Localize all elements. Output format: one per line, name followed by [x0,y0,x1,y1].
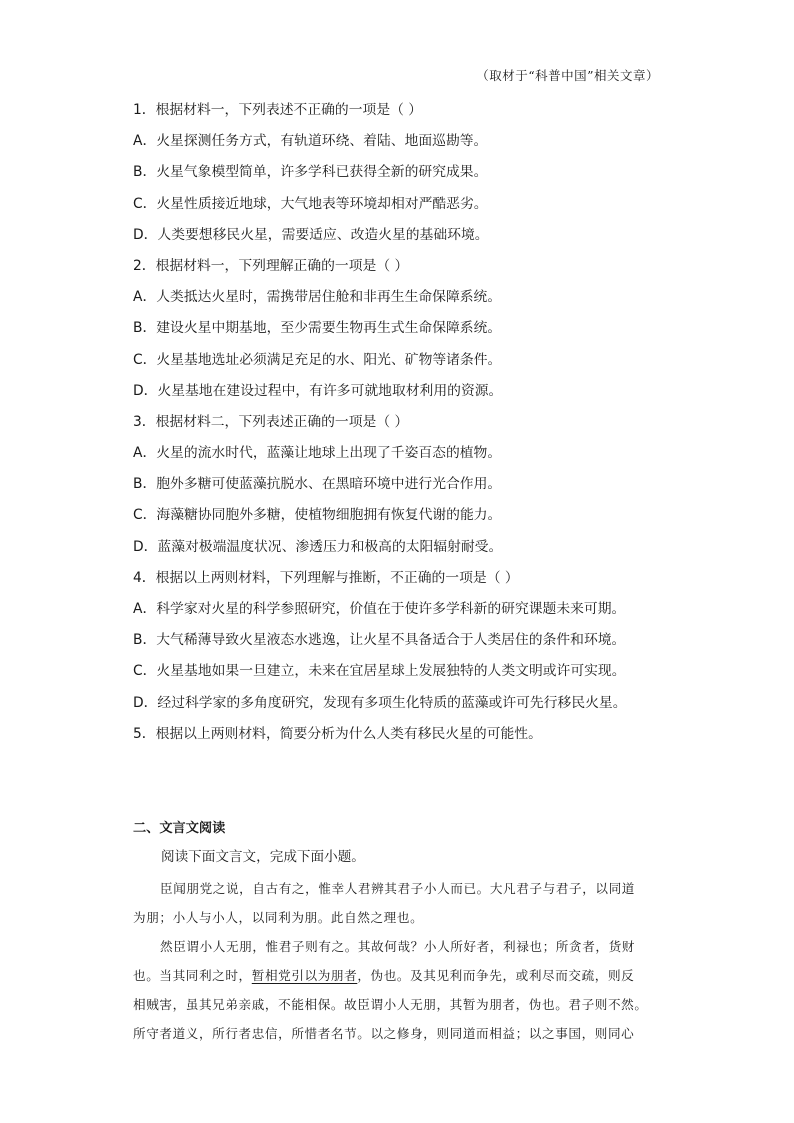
question-1-option-c: C．火星性质接近地球，大气地表等环境却相对严酷恶劣。 [133,195,488,212]
question-4-option-b: B．大气稀薄导致火星液态水逃逸，让火星不具备适合于人类居住的条件和环境。 [133,632,626,649]
question-1-option-b: B．火星气象模型简单，许多学科已获得全新的研究成果。 [133,164,488,181]
passage-line: 为朋；小人与小人，以同利为朋。此自然之理也。 [133,910,424,925]
question-3-option-b: B．胞外多糖可使蓝藻抗脱水、在黑暗环境中进行光合作用。 [133,476,502,493]
question-2-option-c: C．火星基地选址必须满足充足的水、阳光、矿物等诸条件。 [133,351,502,368]
passage-text: 也。当其同利之时， [133,968,252,983]
underlined-sentence: 暂相党引以为朋者 [251,968,358,983]
question-3-stem: 3．根据材料二，下列表述正确的一项是（ ） [133,413,409,430]
question-2-option-d: D．火星基地在建设过程中，有许多可就地取材利用的资源。 [133,382,503,399]
question-1-option-a: A．火星探测任务方式，有轨道环绕、着陆、地面巡勘等。 [133,133,488,150]
question-4-option-a: A．科学家对火星的科学参照研究，价值在于使许多学科新的研究课题未来可期。 [133,601,626,617]
question-list [133,95,673,750]
question-5-stem: 5．根据以上两则材料，简要分析为什么人类有移民火星的可能性。 [133,725,542,742]
passage-line: 然臣谓小人无朋，惟君子则有之。其故何哉？小人所好者，利禄也；所贪者，货财 [160,939,635,954]
question-4-option-d: D．经过科学家的多角度研究，发现有多项生化特质的蓝藻或许可先行移民火星。 [133,694,627,711]
passage-line: 臣闻朋党之说，自古有之，惟幸人君辨其君子小人而已。大凡君子与君子，以同道 [160,881,635,896]
question-3-option-d: D．蓝藻对极端温度状况、渗透压力和极高的太阳辐射耐受。 [133,538,503,555]
question-4-stem: 4．根据以上两则材料，下列理解与推断，不正确的一项是（ ） [133,569,519,586]
classical-passage [133,874,663,1048]
passage-text: ，伪也。及其见利而争先，或利尽而交疏，则反 [357,968,635,983]
question-3-option-c: C．海藻糖协同胞外多糖，使植物细胞拥有恢复代谢的能力。 [133,507,502,524]
question-2-option-a: A．人类抵达火星时，需携带居住舱和非再生生命保障系统。 [133,289,502,306]
passage-line [133,961,663,990]
passage-line: 相贼害，虽其兄弟亲戚，不能相保。故臣谓小人无朋，其暂为朋者，伪也。君子则不然。 [133,997,648,1012]
passage-line: 所守者道义，所行者忠信，所惜者名节。以之修身，则同道而相益；以之事国，则同心 [133,1026,635,1041]
question-1-stem: 1．根据材料一，下列表述不正确的一项是（ ） [133,102,423,118]
question-2-option-b: B．建设火星中期基地，至少需要生物再生式生命保障系统。 [133,320,502,337]
question-4-option-c: C．火星基地如果一旦建立，未来在宜居星球上发展独特的人类文明或许可实现。 [133,663,626,680]
source-note: （取材于“科普中国”相关文章） [476,68,659,83]
question-1-option-d: D．人类要想移民火星，需要适应、改造火星的基础环境。 [133,226,489,243]
question-2-stem: 2．根据材料一，下列理解正确的一项是（ ） [133,257,409,274]
question-3-option-a: A．火星的流水时代，蓝藻让地球上出现了千姿百态的植物。 [133,445,502,462]
section-title: 二、文言文阅读 [133,821,226,836]
reading-instruction: 阅读下面文言文，完成下面小题。 [161,849,365,865]
